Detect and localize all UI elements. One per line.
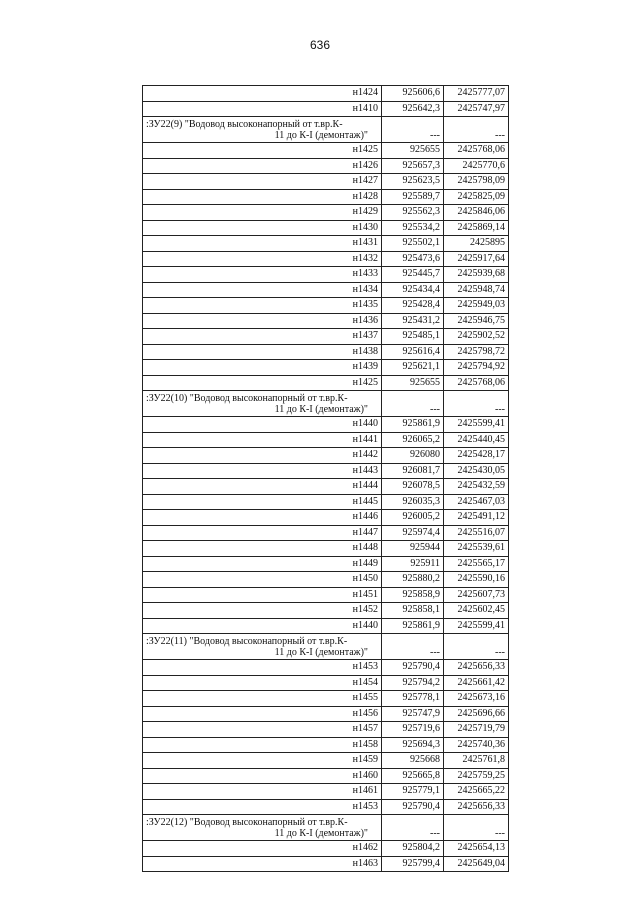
point-id-cell: н1439 — [143, 360, 382, 376]
y-coordinate-cell: 2425656,33 — [444, 660, 509, 676]
y-coordinate-cell: --- — [444, 815, 509, 841]
x-coordinate-cell: 925606,6 — [382, 86, 444, 102]
x-coordinate-cell: 925799,4 — [382, 856, 444, 872]
table-row — [143, 753, 509, 769]
point-id-cell: н1448 — [143, 541, 382, 557]
x-coordinate-cell: 925623,5 — [382, 174, 444, 190]
section-title — [143, 815, 382, 841]
point-id-cell: н1445 — [143, 494, 382, 510]
table-row — [143, 541, 509, 557]
table-row — [143, 158, 509, 174]
section-title-line1: :ЗУ22(10) "Водовод высоконапорный от т.вр.К- — [146, 393, 348, 404]
y-coordinate-cell: 2425948,74 — [444, 282, 509, 298]
y-coordinate-cell: 2425696,66 — [444, 706, 509, 722]
table-row — [143, 706, 509, 722]
point-id-cell: н1451 — [143, 587, 382, 603]
table-row — [143, 587, 509, 603]
x-coordinate-cell: 925657,3 — [382, 158, 444, 174]
y-coordinate-cell: 2425467,03 — [444, 494, 509, 510]
table-row — [143, 448, 509, 464]
point-id-cell: н1440 — [143, 417, 382, 433]
y-coordinate-cell: 2425654,13 — [444, 841, 509, 857]
table-row — [143, 220, 509, 236]
section-title — [143, 117, 382, 143]
x-coordinate-cell: 925445,7 — [382, 267, 444, 283]
table-row — [143, 375, 509, 391]
x-coordinate-cell: 925668 — [382, 753, 444, 769]
y-coordinate-cell: 2425656,33 — [444, 799, 509, 815]
section-title-line2: 11 до К-I (демонтаж)" — [274, 403, 368, 415]
y-coordinate-cell: 2425740,36 — [444, 737, 509, 753]
point-id-cell: н1438 — [143, 344, 382, 360]
point-id-cell: н1431 — [143, 236, 382, 252]
x-coordinate-cell: 925502,1 — [382, 236, 444, 252]
section-title-line2: 11 до К-I (демонтаж)" — [274, 129, 368, 141]
x-coordinate-cell: 925642,3 — [382, 101, 444, 117]
table-row — [143, 189, 509, 205]
point-id-cell: н1462 — [143, 841, 382, 857]
point-id-cell: н1410 — [143, 101, 382, 117]
y-coordinate-cell: 2425432,59 — [444, 479, 509, 495]
x-coordinate-cell: 925694,3 — [382, 737, 444, 753]
section-title-line1: :ЗУ22(11) "Водовод высоконапорный от т.вр.К- — [146, 636, 348, 647]
y-coordinate-cell: 2425590,16 — [444, 572, 509, 588]
table-row — [143, 344, 509, 360]
point-id-cell: н1429 — [143, 205, 382, 221]
x-coordinate-cell: 926065,2 — [382, 432, 444, 448]
x-coordinate-cell: 925880,2 — [382, 572, 444, 588]
coordinates-table — [142, 85, 509, 872]
y-coordinate-cell: 2425665,22 — [444, 784, 509, 800]
x-coordinate-cell: 925655 — [382, 375, 444, 391]
y-coordinate-cell: --- — [444, 117, 509, 143]
table-row — [143, 675, 509, 691]
x-coordinate-cell: --- — [382, 815, 444, 841]
table-row — [143, 143, 509, 159]
table-row — [143, 236, 509, 252]
x-coordinate-cell: 925747,9 — [382, 706, 444, 722]
table-row — [143, 205, 509, 221]
y-coordinate-cell: --- — [444, 634, 509, 660]
section-title-line2: 11 до К-I (демонтаж)" — [274, 646, 368, 658]
y-coordinate-cell: 2425649,04 — [444, 856, 509, 872]
table-row — [143, 618, 509, 634]
y-coordinate-cell: 2425761,8 — [444, 753, 509, 769]
point-id-cell: н1447 — [143, 525, 382, 541]
section-title-line2: 11 до К-I (демонтаж)" — [274, 827, 368, 839]
point-id-cell: н1459 — [143, 753, 382, 769]
x-coordinate-cell: 925431,2 — [382, 313, 444, 329]
table-row — [143, 432, 509, 448]
y-coordinate-cell: 2425428,17 — [444, 448, 509, 464]
y-coordinate-cell: 2425539,61 — [444, 541, 509, 557]
x-coordinate-cell: 925779,1 — [382, 784, 444, 800]
point-id-cell: н1426 — [143, 158, 382, 174]
table-row — [143, 479, 509, 495]
table-row — [143, 298, 509, 314]
y-coordinate-cell: 2425565,17 — [444, 556, 509, 572]
y-coordinate-cell: 2425747,97 — [444, 101, 509, 117]
x-coordinate-cell: 925794,2 — [382, 675, 444, 691]
x-coordinate-cell: 926078,5 — [382, 479, 444, 495]
section-title-line1: :ЗУ22(9) "Водовод высоконапорный от т.вр.К- — [146, 119, 343, 130]
table-row — [143, 360, 509, 376]
point-id-cell: н1456 — [143, 706, 382, 722]
table-row — [143, 768, 509, 784]
y-coordinate-cell: 2425917,64 — [444, 251, 509, 267]
point-id-cell: н1454 — [143, 675, 382, 691]
y-coordinate-cell: 2425798,72 — [444, 344, 509, 360]
y-coordinate-cell: 2425846,06 — [444, 205, 509, 221]
x-coordinate-cell: 925790,4 — [382, 660, 444, 676]
table-row — [143, 329, 509, 345]
y-coordinate-cell: 2425440,45 — [444, 432, 509, 448]
point-id-cell: н1441 — [143, 432, 382, 448]
x-coordinate-cell: --- — [382, 391, 444, 417]
table-row — [143, 463, 509, 479]
y-coordinate-cell: 2425777,07 — [444, 86, 509, 102]
x-coordinate-cell: 925562,3 — [382, 205, 444, 221]
point-id-cell: н1444 — [143, 479, 382, 495]
point-id-cell: н1450 — [143, 572, 382, 588]
x-coordinate-cell: 925974,4 — [382, 525, 444, 541]
table-row — [143, 267, 509, 283]
x-coordinate-cell: 925719,6 — [382, 722, 444, 738]
x-coordinate-cell: 925473,6 — [382, 251, 444, 267]
table-row — [143, 737, 509, 753]
table-row — [143, 525, 509, 541]
y-coordinate-cell: 2425939,68 — [444, 267, 509, 283]
table-row — [143, 494, 509, 510]
section-header-row — [143, 117, 509, 143]
x-coordinate-cell: --- — [382, 634, 444, 660]
table-row — [143, 282, 509, 298]
x-coordinate-cell: 925804,2 — [382, 841, 444, 857]
table-row — [143, 722, 509, 738]
table-row — [143, 603, 509, 619]
point-id-cell: н1424 — [143, 86, 382, 102]
y-coordinate-cell: 2425673,16 — [444, 691, 509, 707]
y-coordinate-cell: 2425768,06 — [444, 375, 509, 391]
x-coordinate-cell: 925944 — [382, 541, 444, 557]
section-header-row — [143, 815, 509, 841]
point-id-cell: н1452 — [143, 603, 382, 619]
point-id-cell: н1428 — [143, 189, 382, 205]
table-row — [143, 556, 509, 572]
x-coordinate-cell: 925616,4 — [382, 344, 444, 360]
table-row — [143, 572, 509, 588]
point-id-cell: н1434 — [143, 282, 382, 298]
point-id-cell: н1458 — [143, 737, 382, 753]
x-coordinate-cell: 925861,9 — [382, 618, 444, 634]
y-coordinate-cell: 2425719,79 — [444, 722, 509, 738]
y-coordinate-cell: 2425599,41 — [444, 618, 509, 634]
y-coordinate-cell: 2425607,73 — [444, 587, 509, 603]
y-coordinate-cell: 2425825,09 — [444, 189, 509, 205]
x-coordinate-cell: 925861,9 — [382, 417, 444, 433]
table-row — [143, 799, 509, 815]
section-title-line1: :ЗУ22(12) "Водовод высоконапорный от т.вр.К- — [146, 817, 348, 828]
point-id-cell: н1446 — [143, 510, 382, 526]
table-row — [143, 691, 509, 707]
x-coordinate-cell: 925434,4 — [382, 282, 444, 298]
point-id-cell: н1449 — [143, 556, 382, 572]
y-coordinate-cell: 2425759,25 — [444, 768, 509, 784]
point-id-cell: н1461 — [143, 784, 382, 800]
point-id-cell: н1435 — [143, 298, 382, 314]
x-coordinate-cell: --- — [382, 117, 444, 143]
x-coordinate-cell: 926005,2 — [382, 510, 444, 526]
x-coordinate-cell: 926035,3 — [382, 494, 444, 510]
table-row — [143, 101, 509, 117]
x-coordinate-cell: 925778,1 — [382, 691, 444, 707]
section-header-row — [143, 634, 509, 660]
table-row — [143, 660, 509, 676]
point-id-cell: н1455 — [143, 691, 382, 707]
y-coordinate-cell: --- — [444, 391, 509, 417]
y-coordinate-cell: 2425516,07 — [444, 525, 509, 541]
x-coordinate-cell: 925790,4 — [382, 799, 444, 815]
point-id-cell: н1436 — [143, 313, 382, 329]
y-coordinate-cell: 2425946,75 — [444, 313, 509, 329]
y-coordinate-cell: 2425949,03 — [444, 298, 509, 314]
point-id-cell: н1443 — [143, 463, 382, 479]
point-id-cell: н1427 — [143, 174, 382, 190]
x-coordinate-cell: 925911 — [382, 556, 444, 572]
y-coordinate-cell: 2425902,52 — [444, 329, 509, 345]
point-id-cell: н1457 — [143, 722, 382, 738]
section-title — [143, 391, 382, 417]
y-coordinate-cell: 2425430,05 — [444, 463, 509, 479]
y-coordinate-cell: 2425895 — [444, 236, 509, 252]
point-id-cell: н1463 — [143, 856, 382, 872]
section-title — [143, 634, 382, 660]
point-id-cell: н1453 — [143, 799, 382, 815]
point-id-cell: н1430 — [143, 220, 382, 236]
x-coordinate-cell: 925589,7 — [382, 189, 444, 205]
point-id-cell: н1453 — [143, 660, 382, 676]
table-row — [143, 784, 509, 800]
point-id-cell: н1425 — [143, 143, 382, 159]
x-coordinate-cell: 925655 — [382, 143, 444, 159]
y-coordinate-cell: 2425599,41 — [444, 417, 509, 433]
table-row — [143, 313, 509, 329]
y-coordinate-cell: 2425491,12 — [444, 510, 509, 526]
y-coordinate-cell: 2425768,06 — [444, 143, 509, 159]
y-coordinate-cell: 2425794,92 — [444, 360, 509, 376]
x-coordinate-cell: 926081,7 — [382, 463, 444, 479]
page-number: 636 — [309, 38, 331, 52]
section-header-row — [143, 391, 509, 417]
table-row — [143, 856, 509, 872]
point-id-cell: н1433 — [143, 267, 382, 283]
x-coordinate-cell: 925858,1 — [382, 603, 444, 619]
table-row — [143, 174, 509, 190]
table-row — [143, 841, 509, 857]
table-row — [143, 417, 509, 433]
point-id-cell: н1437 — [143, 329, 382, 345]
point-id-cell: н1425 — [143, 375, 382, 391]
y-coordinate-cell: 2425869,14 — [444, 220, 509, 236]
x-coordinate-cell: 925428,4 — [382, 298, 444, 314]
table-row — [143, 251, 509, 267]
x-coordinate-cell: 925665,8 — [382, 768, 444, 784]
y-coordinate-cell: 2425661,42 — [444, 675, 509, 691]
coordinates-table-body — [143, 86, 509, 872]
point-id-cell: н1432 — [143, 251, 382, 267]
x-coordinate-cell: 925534,2 — [382, 220, 444, 236]
point-id-cell: н1460 — [143, 768, 382, 784]
x-coordinate-cell: 925858,9 — [382, 587, 444, 603]
x-coordinate-cell: 925485,1 — [382, 329, 444, 345]
x-coordinate-cell: 925621,1 — [382, 360, 444, 376]
x-coordinate-cell: 926080 — [382, 448, 444, 464]
y-coordinate-cell: 2425798,09 — [444, 174, 509, 190]
table-row — [143, 510, 509, 526]
point-id-cell: н1442 — [143, 448, 382, 464]
y-coordinate-cell: 2425602,45 — [444, 603, 509, 619]
table-row — [143, 86, 509, 102]
y-coordinate-cell: 2425770,6 — [444, 158, 509, 174]
point-id-cell: н1440 — [143, 618, 382, 634]
